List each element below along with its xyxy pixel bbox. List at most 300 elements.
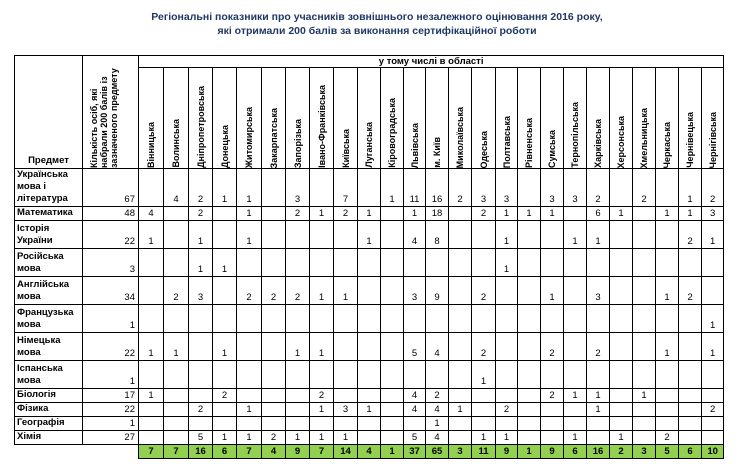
totals-blank-cell: [83, 445, 139, 459]
region-value-cell: [139, 361, 164, 389]
region-value-cell: 3: [541, 169, 564, 207]
table-row: [15, 417, 724, 431]
region-label: Київська: [340, 129, 351, 168]
region-value-cell: [164, 389, 189, 403]
region-value-cell: [404, 249, 426, 277]
region-total-cell: 11: [472, 445, 496, 459]
region-total-cell: 3: [449, 445, 472, 459]
subject-cell: Українська мова і література: [15, 169, 83, 207]
region-value-cell: 1: [564, 221, 587, 249]
region-value-cell: [518, 221, 541, 249]
region-value-cell: [633, 305, 656, 333]
region-value-cell: 1: [702, 305, 724, 333]
region-value-cell: [610, 417, 633, 431]
region-value-cell: [449, 361, 472, 389]
region-value-cell: [610, 389, 633, 403]
header-region: [633, 68, 656, 169]
region-value-cell: [496, 333, 518, 361]
header-region: [404, 68, 426, 169]
region-total-cell: 6: [564, 445, 587, 459]
totals-row: [15, 445, 724, 459]
region-value-cell: [213, 361, 237, 389]
table-row: [15, 249, 724, 277]
region-value-cell: 1: [358, 207, 381, 221]
region-value-cell: [189, 417, 213, 431]
region-label: Кіровоградська: [387, 98, 397, 168]
region-value-cell: 1: [310, 431, 334, 445]
region-value-cell: [262, 169, 286, 207]
region-value-cell: 2: [472, 277, 496, 305]
header-subject: Предмет: [15, 56, 83, 169]
region-value-cell: 4: [426, 403, 449, 417]
region-value-cell: [679, 361, 702, 389]
region-value-cell: [449, 333, 472, 361]
region-value-cell: [381, 277, 404, 305]
region-label: Вінницька: [146, 122, 156, 168]
subject-total-cell: 22: [83, 403, 139, 417]
region-total-cell: 7: [164, 445, 189, 459]
region-value-cell: [633, 277, 656, 305]
subject-cell: Біологія: [15, 389, 83, 403]
region-value-cell: 1: [496, 221, 518, 249]
region-value-cell: [286, 417, 310, 431]
region-value-cell: [189, 333, 213, 361]
region-value-cell: [679, 249, 702, 277]
region-value-cell: [702, 361, 724, 389]
region-value-cell: 3: [334, 403, 358, 417]
title-line-2: які отримали 200 балів за виконання сертифікаційної роботи: [217, 25, 537, 37]
region-label: Чернігівська: [707, 111, 718, 168]
region-label: Миколаївська: [455, 106, 465, 168]
region-value-cell: [449, 389, 472, 403]
region-value-cell: [518, 417, 541, 431]
region-value-cell: [702, 389, 724, 403]
region-value-cell: 1: [633, 389, 656, 403]
region-value-cell: [518, 403, 541, 417]
region-value-cell: [610, 305, 633, 333]
region-value-cell: [381, 333, 404, 361]
region-value-cell: 1: [426, 417, 449, 431]
table-row: [15, 221, 724, 249]
region-value-cell: 1: [496, 207, 518, 221]
region-value-cell: [404, 417, 426, 431]
region-value-cell: [633, 221, 656, 249]
region-value-cell: [564, 333, 587, 361]
region-value-cell: [358, 169, 381, 207]
region-value-cell: [656, 169, 679, 207]
region-value-cell: [610, 361, 633, 389]
region-value-cell: 3: [472, 169, 496, 207]
region-value-cell: [564, 249, 587, 277]
region-value-cell: 2: [310, 389, 334, 403]
title-line-1: Регіональні показники про учасників зовнішнього незалежного оцінювання 2016 року,: [151, 11, 603, 23]
region-value-cell: 1: [656, 333, 679, 361]
region-value-cell: [449, 221, 472, 249]
header-region: [334, 68, 358, 169]
region-value-cell: 2: [237, 277, 262, 305]
region-value-cell: 2: [587, 333, 610, 361]
region-value-cell: [518, 431, 541, 445]
region-value-cell: 1: [189, 221, 213, 249]
region-value-cell: 2: [189, 169, 213, 207]
header-region: [310, 68, 334, 169]
region-value-cell: [587, 431, 610, 445]
table-row: [15, 277, 724, 305]
region-value-cell: [472, 403, 496, 417]
region-value-cell: [610, 221, 633, 249]
region-value-cell: 4: [426, 431, 449, 445]
region-value-cell: 11: [404, 169, 426, 207]
region-value-cell: [139, 417, 164, 431]
region-value-cell: [679, 417, 702, 431]
region-value-cell: [541, 417, 564, 431]
region-total-cell: 9: [286, 445, 310, 459]
region-value-cell: 2: [633, 169, 656, 207]
region-value-cell: 8: [426, 221, 449, 249]
region-value-cell: [334, 305, 358, 333]
region-value-cell: [702, 431, 724, 445]
region-value-cell: 18: [426, 207, 449, 221]
region-value-cell: [633, 431, 656, 445]
region-value-cell: 1: [679, 169, 702, 207]
region-label: Чернівецька: [685, 112, 695, 168]
header-region: [518, 68, 541, 169]
region-value-cell: 16: [426, 169, 449, 207]
region-value-cell: 1: [139, 221, 164, 249]
region-value-cell: 1: [164, 333, 189, 361]
region-value-cell: 2: [189, 207, 213, 221]
region-value-cell: [610, 169, 633, 207]
region-total-cell: 9: [541, 445, 564, 459]
region-label: Донецька: [219, 124, 230, 168]
region-value-cell: [587, 417, 610, 431]
region-value-cell: [679, 333, 702, 361]
region-value-cell: [262, 333, 286, 361]
table-row: [15, 207, 724, 221]
region-value-cell: [164, 249, 189, 277]
region-value-cell: [702, 417, 724, 431]
region-value-cell: [310, 169, 334, 207]
region-label: Харківська: [593, 119, 603, 168]
region-value-cell: [426, 361, 449, 389]
region-value-cell: [262, 305, 286, 333]
region-value-cell: [213, 277, 237, 305]
region-label: Житомирська: [244, 106, 254, 168]
region-value-cell: [496, 361, 518, 389]
region-value-cell: [358, 277, 381, 305]
region-value-cell: [449, 417, 472, 431]
header-in-region: у тому числі в області: [139, 56, 724, 68]
region-value-cell: [381, 249, 404, 277]
subject-total-cell: 22: [83, 333, 139, 361]
header-region: [358, 68, 381, 169]
region-value-cell: [358, 361, 381, 389]
totals-blank-cell: [15, 445, 83, 459]
region-total-cell: 65: [426, 445, 449, 459]
region-total-cell: 9: [496, 445, 518, 459]
region-value-cell: [587, 305, 610, 333]
region-value-cell: [310, 305, 334, 333]
region-value-cell: [286, 403, 310, 417]
region-value-cell: 2: [449, 169, 472, 207]
region-value-cell: [564, 305, 587, 333]
region-value-cell: [610, 277, 633, 305]
region-value-cell: [633, 333, 656, 361]
region-value-cell: 4: [164, 169, 189, 207]
region-value-cell: 1: [237, 169, 262, 207]
table-row: [15, 403, 724, 417]
region-label: Дніпропетровська: [195, 86, 206, 168]
region-value-cell: [518, 249, 541, 277]
region-value-cell: 1: [656, 277, 679, 305]
header-region: [679, 68, 702, 169]
header-region: [472, 68, 496, 169]
region-value-cell: [541, 221, 564, 249]
region-value-cell: [381, 207, 404, 221]
region-value-cell: [139, 249, 164, 277]
region-value-cell: [656, 221, 679, 249]
region-value-cell: 2: [426, 389, 449, 403]
subject-total-cell: 48: [83, 207, 139, 221]
subject-total-cell: 67: [83, 169, 139, 207]
region-total-cell: 7: [139, 445, 164, 459]
region-value-cell: [449, 207, 472, 221]
region-label: Львівська: [409, 122, 420, 168]
subject-total-cell: 17: [83, 389, 139, 403]
region-value-cell: [139, 277, 164, 305]
region-value-cell: 1: [702, 221, 724, 249]
region-value-cell: [541, 305, 564, 333]
table-row: [15, 431, 724, 445]
region-value-cell: 2: [286, 277, 310, 305]
table-row: [15, 169, 724, 207]
region-value-cell: [286, 361, 310, 389]
subject-total-cell: 1: [83, 417, 139, 431]
region-value-cell: [656, 361, 679, 389]
region-value-cell: [679, 305, 702, 333]
region-value-cell: 3: [286, 169, 310, 207]
region-value-cell: [213, 221, 237, 249]
region-value-cell: [164, 207, 189, 221]
region-value-cell: [426, 249, 449, 277]
region-value-cell: 2: [702, 169, 724, 207]
region-value-cell: 2: [472, 333, 496, 361]
region-value-cell: 3: [404, 277, 426, 305]
region-value-cell: 2: [262, 277, 286, 305]
region-value-cell: 1: [237, 221, 262, 249]
region-value-cell: 1: [449, 403, 472, 417]
region-value-cell: [449, 277, 472, 305]
region-value-cell: 9: [426, 277, 449, 305]
table-row: [15, 333, 724, 361]
region-value-cell: [334, 221, 358, 249]
subject-total-cell: 3: [83, 249, 139, 277]
region-value-cell: [426, 305, 449, 333]
region-value-cell: 1: [334, 431, 358, 445]
subject-cell: Фізика: [15, 403, 83, 417]
region-value-cell: [310, 249, 334, 277]
region-value-cell: [496, 305, 518, 333]
region-value-cell: [334, 361, 358, 389]
region-total-cell: 1: [518, 445, 541, 459]
report-title: [0, 10, 754, 38]
region-value-cell: 1: [610, 431, 633, 445]
region-label: Полтавська: [501, 115, 512, 168]
region-value-cell: [213, 417, 237, 431]
region-value-cell: 1: [496, 249, 518, 277]
region-label: Запорізька: [292, 118, 303, 168]
region-value-cell: 4: [404, 389, 426, 403]
region-value-cell: 1: [310, 333, 334, 361]
region-value-cell: [472, 249, 496, 277]
region-total-cell: 16: [587, 445, 610, 459]
region-value-cell: 1: [381, 169, 404, 207]
region-value-cell: [358, 431, 381, 445]
region-value-cell: [334, 249, 358, 277]
region-value-cell: [139, 431, 164, 445]
region-value-cell: [286, 249, 310, 277]
region-value-cell: [633, 417, 656, 431]
region-value-cell: 3: [189, 277, 213, 305]
region-value-cell: [679, 389, 702, 403]
region-value-cell: [139, 169, 164, 207]
region-value-cell: 2: [679, 277, 702, 305]
region-value-cell: 1: [518, 207, 541, 221]
region-total-cell: 4: [262, 445, 286, 459]
region-value-cell: 2: [334, 207, 358, 221]
region-value-cell: [610, 333, 633, 361]
region-value-cell: 6: [587, 207, 610, 221]
region-value-cell: [518, 333, 541, 361]
region-value-cell: 1: [702, 333, 724, 361]
header-region: [610, 68, 633, 169]
region-value-cell: [189, 389, 213, 403]
region-value-cell: [213, 305, 237, 333]
subject-cell: Хімія: [15, 431, 83, 445]
subject-total-cell: 1: [83, 305, 139, 333]
region-value-cell: [164, 305, 189, 333]
region-value-cell: [262, 207, 286, 221]
region-value-cell: 1: [213, 333, 237, 361]
region-value-cell: 1: [237, 403, 262, 417]
region-total-cell: 2: [610, 445, 633, 459]
region-value-cell: [472, 305, 496, 333]
region-value-cell: 3: [702, 207, 724, 221]
region-value-cell: 1: [286, 333, 310, 361]
region-value-cell: [610, 249, 633, 277]
region-label: м. Київ: [432, 137, 442, 168]
subject-cell: Математика: [15, 207, 83, 221]
region-value-cell: 1: [541, 277, 564, 305]
region-value-cell: [449, 249, 472, 277]
region-value-cell: 2: [541, 389, 564, 403]
region-value-cell: 2: [702, 403, 724, 417]
region-value-cell: [472, 221, 496, 249]
region-value-cell: [286, 221, 310, 249]
header-region: [286, 68, 310, 169]
region-value-cell: [381, 361, 404, 389]
header-region: [381, 68, 404, 169]
region-label: Хмельницька: [639, 107, 649, 168]
header-region: [426, 68, 449, 169]
header-region: [541, 68, 564, 169]
region-label: Івано-Франківська: [316, 85, 327, 168]
region-value-cell: [702, 249, 724, 277]
region-value-cell: [633, 249, 656, 277]
region-value-cell: 1: [564, 431, 587, 445]
region-value-cell: [518, 305, 541, 333]
region-value-cell: [587, 361, 610, 389]
region-total-cell: 4: [358, 445, 381, 459]
region-value-cell: [237, 249, 262, 277]
region-value-cell: [262, 389, 286, 403]
region-value-cell: [541, 249, 564, 277]
region-value-cell: [237, 305, 262, 333]
region-label: Одеська: [478, 130, 489, 168]
region-value-cell: [334, 417, 358, 431]
region-value-cell: 3: [587, 277, 610, 305]
region-value-cell: 2: [587, 169, 610, 207]
region-value-cell: 1: [610, 207, 633, 221]
region-value-cell: [213, 207, 237, 221]
region-value-cell: [358, 305, 381, 333]
header-region: [139, 68, 164, 169]
table-row: [15, 361, 724, 389]
subject-cell: Французька мова: [15, 305, 83, 333]
region-value-cell: [164, 417, 189, 431]
region-value-cell: 2: [262, 431, 286, 445]
region-value-cell: 1: [139, 333, 164, 361]
header-region: [164, 68, 189, 169]
region-value-cell: 5: [404, 333, 426, 361]
region-value-cell: [358, 333, 381, 361]
region-value-cell: [656, 249, 679, 277]
region-value-cell: [164, 431, 189, 445]
region-value-cell: 4: [404, 403, 426, 417]
region-value-cell: 4: [404, 221, 426, 249]
subject-total-cell: 22: [83, 221, 139, 249]
region-value-cell: [381, 431, 404, 445]
table-row: [15, 389, 724, 403]
region-value-cell: 1: [587, 403, 610, 417]
region-value-cell: 5: [404, 431, 426, 445]
region-value-cell: 1: [139, 389, 164, 403]
region-value-cell: [449, 305, 472, 333]
region-value-cell: 1: [541, 207, 564, 221]
region-value-cell: 1: [587, 389, 610, 403]
subject-total-cell: 1: [83, 361, 139, 389]
region-total-cell: 37: [404, 445, 426, 459]
subject-cell: Іспанська мова: [15, 361, 83, 389]
region-label: Рівненська: [524, 118, 534, 168]
region-value-cell: [656, 403, 679, 417]
region-total-cell: 6: [213, 445, 237, 459]
region-value-cell: 1: [358, 403, 381, 417]
region-total-cell: 7: [237, 445, 262, 459]
region-label: Луганська: [364, 122, 374, 168]
region-total-cell: 16: [189, 445, 213, 459]
region-label: Сумська: [547, 130, 557, 168]
region-total-cell: 7: [310, 445, 334, 459]
region-value-cell: [587, 249, 610, 277]
region-value-cell: 1: [587, 221, 610, 249]
header-region: [189, 68, 213, 169]
region-value-cell: 2: [496, 403, 518, 417]
region-value-cell: [139, 403, 164, 417]
results-table: [14, 55, 724, 459]
region-label: Тернопільська: [570, 102, 580, 168]
subject-cell: Російська мова: [15, 249, 83, 277]
